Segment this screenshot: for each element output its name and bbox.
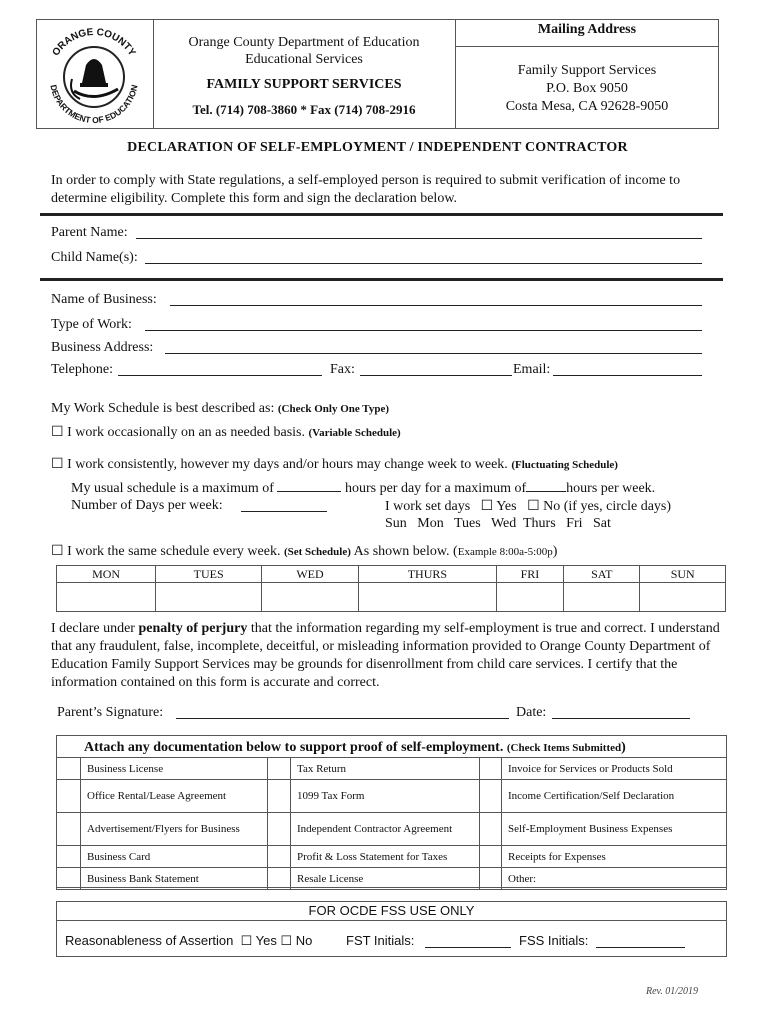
days-per-week-field[interactable] [241, 511, 327, 512]
documents-heading-text: ) [621, 740, 626, 755]
schedule-prompt-text: My Work Schedule is best described as: [51, 401, 278, 416]
checkbox[interactable]: ☐ [240, 933, 253, 948]
logo-cell [36, 19, 154, 129]
mail-line: Family Support Services [517, 63, 657, 78]
date-label: Date: [516, 705, 547, 720]
checkbox-cell[interactable] [57, 813, 81, 846]
no-label: No (if yes, circle days) [543, 499, 672, 514]
checkbox-cell[interactable] [268, 780, 291, 813]
fss-initials-field[interactable] [596, 947, 685, 948]
organization-block [154, 34, 454, 118]
schedule-hours-row [57, 583, 726, 612]
hours-cell[interactable] [496, 583, 563, 612]
option-set [51, 543, 557, 560]
child-names-field[interactable] [145, 263, 702, 264]
doc-item: Advertisement/Flyers for Business [81, 813, 268, 846]
checkbox[interactable]: ☐ [51, 425, 64, 440]
phone-fax: Tel. (714) 708-3860 * Fax (714) 708-2916 [192, 102, 416, 117]
declaration-part: that the information regarding my self-employment is true and correct. I understand that any fraudulent, false, incomplete, deceitful, or misleading information provided to Orange County Department of Education Family Support Services may be grounds for disenrollment from child care services. I certify that the information contained on this form is accurate and correct. [51, 621, 720, 690]
checkbox-cell[interactable] [480, 846, 502, 868]
svg-text:DEPARTMENT OF EDUCATION: DEPARTMENT OF EDUCATION [48, 83, 140, 126]
yes-label: Yes [496, 499, 517, 514]
declaration-part: I declare under [51, 621, 139, 636]
hours-cell[interactable] [564, 583, 640, 612]
option-fluctuating [51, 456, 618, 473]
option-set-note: (Set Schedule) [283, 546, 351, 558]
day-header: FRI [496, 566, 563, 583]
checkbox-cell[interactable] [268, 846, 291, 868]
doc-item: Tax Return [291, 758, 480, 780]
mail-line: P.O. Box 9050 [546, 81, 628, 96]
option-variable-text: I work occasionally on an as needed basis. [67, 425, 309, 440]
option-variable [51, 424, 401, 441]
program-name: FAMILY SUPPORT SERVICES [206, 77, 402, 92]
parent-name-label: Parent Name: [51, 225, 128, 240]
divider [56, 920, 727, 921]
doc-item: Independent Contractor Agreement [291, 813, 480, 846]
signature-field[interactable] [176, 718, 509, 719]
parent-name-field[interactable] [136, 238, 702, 239]
yes-label: Yes [255, 933, 277, 948]
org-division: Educational Services [245, 52, 363, 67]
business-address-field[interactable] [165, 353, 702, 354]
checkbox-cell[interactable] [268, 868, 291, 890]
checkbox[interactable]: ☐ [280, 933, 293, 948]
day-header: MON [57, 566, 156, 583]
office-use-heading: FOR OCDE FSS USE ONLY [308, 903, 475, 918]
email-field[interactable] [553, 375, 702, 376]
max-hours-text: hours per day for a maximum of [341, 481, 527, 496]
option-variable-note: (Variable Schedule) [308, 427, 401, 439]
documents-heading-text: Attach any documentation below to support proof of self-employment. [84, 740, 507, 755]
table-row [57, 868, 727, 890]
hours-cell[interactable] [57, 583, 156, 612]
hours-per-week-field[interactable] [526, 479, 566, 492]
business-name-label: Name of Business: [51, 292, 157, 307]
day-header: TUES [156, 566, 262, 583]
doc-item: Self-Employment Business Expenses [502, 813, 727, 846]
doc-item: Business Card [81, 846, 268, 868]
checkbox[interactable]: ☐ [51, 457, 64, 472]
hours-per-day-field[interactable] [277, 479, 341, 492]
business-address-label: Business Address: [51, 340, 154, 355]
hours-cell[interactable] [640, 583, 726, 612]
day-header: WED [262, 566, 359, 583]
day-list[interactable]: Sun Mon Tues Wed Thurs Fri Sat [385, 516, 611, 531]
reasonableness-label: Reasonableness of Assertion [65, 933, 234, 948]
option-set-text: I work the same schedule every week. [67, 544, 284, 559]
checkbox-cell[interactable] [480, 868, 502, 890]
documents-heading [84, 740, 626, 756]
doc-item: Invoice for Services or Products Sold [502, 758, 727, 780]
schedule-header-row [57, 566, 726, 583]
day-header: THURS [358, 566, 496, 583]
table-row [57, 846, 727, 868]
telephone-label: Telephone: [51, 362, 113, 377]
fst-initials-label: FST Initials: [346, 933, 415, 948]
option-set-text: As shown below. ( [350, 544, 458, 559]
table-row [57, 758, 727, 780]
work-type-field[interactable] [145, 330, 702, 331]
declaration-emphasis: penalty of perjury [138, 621, 248, 636]
doc-item: Business License [81, 758, 268, 780]
checkbox[interactable]: ☐ [527, 499, 540, 514]
checkbox-cell[interactable] [57, 780, 81, 813]
set-days-line [385, 498, 671, 515]
checkbox-cell[interactable] [57, 758, 81, 780]
option-fluctuating-note: (Fluctuating Schedule) [511, 459, 618, 471]
schedule-prompt-note: (Check Only One Type) [277, 403, 389, 415]
doc-item: Business Bank Statement [81, 868, 268, 890]
hours-cell[interactable] [262, 583, 359, 612]
revision-label: Rev. 01/2019 [646, 986, 699, 997]
bell-icon [82, 59, 106, 83]
table-row [57, 813, 727, 846]
intro-text: In order to comply with State regulations, a self-employed person is required to submit verification of income to determine eligibility. Complete this form and sign the declaration below. [51, 173, 681, 206]
schedule-table [56, 565, 726, 612]
max-hours-text: My usual schedule is a maximum of [71, 481, 278, 496]
doc-item: Resale License [291, 868, 480, 890]
doc-item: Receipts for Expenses [502, 846, 727, 868]
business-name-field[interactable] [170, 305, 702, 306]
divider [40, 213, 723, 216]
date-field[interactable] [552, 718, 690, 719]
checkbox-cell[interactable] [268, 758, 291, 780]
fax-field[interactable] [360, 375, 512, 376]
schedule-prompt [51, 401, 389, 417]
signature-label: Parent’s Signature: [57, 705, 164, 720]
checkbox[interactable]: ☐ [51, 544, 64, 559]
max-hours-line [71, 479, 655, 497]
set-days-text: I work set days [385, 499, 471, 514]
hours-cell[interactable] [156, 583, 262, 612]
documents-heading-note: (Check Items Submitted [506, 742, 622, 754]
documents-table [56, 757, 727, 890]
option-set-example: Example 8:00a-5:00p [457, 546, 553, 558]
doc-item: Other: [502, 868, 727, 890]
option-fluctuating-text: I work consistently, however my days and/or hours may change week to week. [67, 457, 512, 472]
office-use-row [65, 933, 312, 949]
no-label: No [295, 933, 313, 948]
declaration-text [51, 620, 721, 692]
checkbox-cell[interactable] [57, 868, 81, 890]
telephone-field[interactable] [118, 375, 322, 376]
checkbox-cell[interactable] [268, 813, 291, 846]
option-set-text: ) [552, 544, 558, 559]
email-label: Email: [513, 362, 551, 377]
checkbox-cell[interactable] [57, 846, 81, 868]
fst-initials-field[interactable] [425, 947, 511, 948]
work-type-label: Type of Work: [51, 317, 132, 332]
checkbox-cell[interactable] [480, 813, 502, 846]
divider [455, 46, 719, 47]
day-header: SUN [640, 566, 726, 583]
doc-item: Income Certification/Self Declaration [502, 780, 727, 813]
hours-cell[interactable] [358, 583, 496, 612]
org-name: Orange County Department of Education [188, 35, 420, 50]
ocde-logo [36, 19, 152, 127]
mailing-address-title: Mailing Address [537, 22, 637, 37]
days-per-week-label: Number of Days per week: [71, 498, 223, 513]
child-names-label: Child Name(s): [51, 250, 138, 265]
fax-label: Fax: [330, 362, 355, 377]
mail-line: Costa Mesa, CA 92628-9050 [505, 99, 669, 114]
mailing-address [455, 62, 719, 116]
checkbox[interactable]: ☐ [480, 499, 494, 514]
svg-text:ORANGE COUNTY: ORANGE COUNTY [50, 26, 138, 59]
doc-item: 1099 Tax Form [291, 780, 480, 813]
day-header: SAT [564, 566, 640, 583]
checkbox-cell[interactable] [480, 780, 502, 813]
divider [40, 278, 723, 281]
doc-item: Profit & Loss Statement for Taxes [291, 846, 480, 868]
checkbox-cell[interactable] [480, 758, 502, 780]
fss-initials-label: FSS Initials: [519, 933, 589, 948]
form-title: DECLARATION OF SELF-EMPLOYMENT / INDEPENDENT CONTRACTOR [127, 140, 628, 155]
table-row [57, 780, 727, 813]
doc-item: Office Rental/Lease Agreement [81, 780, 268, 813]
max-hours-text: hours per week. [566, 481, 656, 496]
